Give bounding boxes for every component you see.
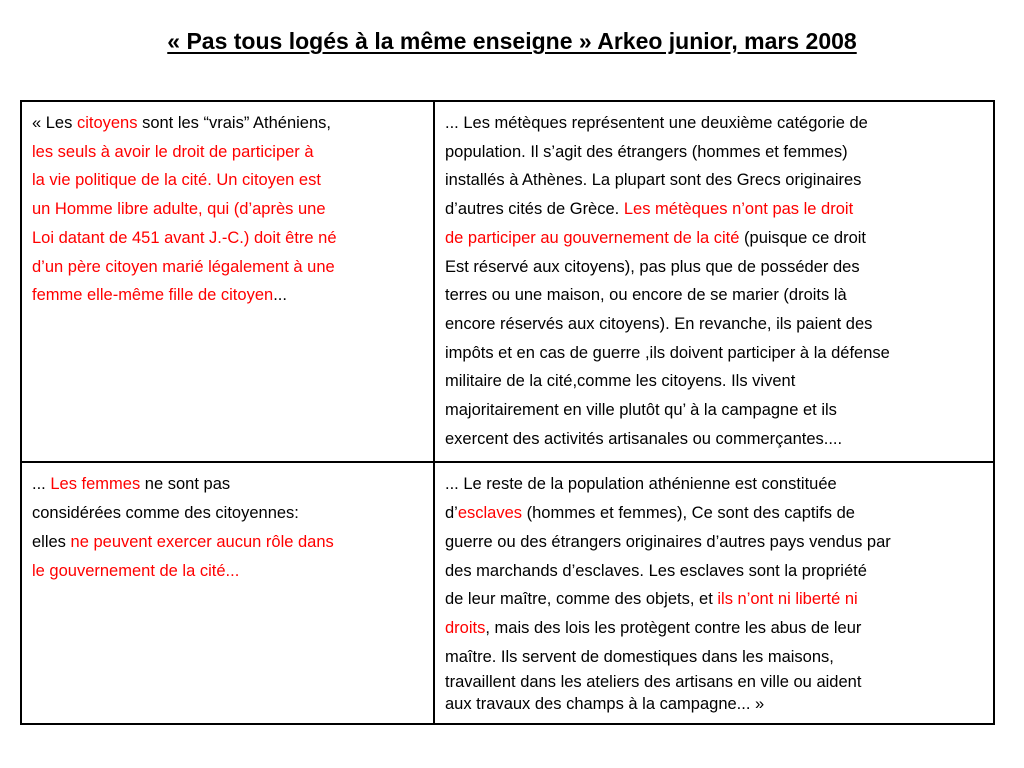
citoyens-text [32,109,423,310]
highlighted-text: esclaves [457,504,523,523]
table-row [21,462,994,724]
body-text: d’autres cités de Grèce. [445,200,624,219]
cell-esclaves [434,462,994,724]
body-text: guerre ou des étrangers originaires d’autres pays vendus par [445,532,891,551]
femmes-text [32,470,423,585]
highlighted-text: Les métèques n’ont pas le droit [623,200,854,219]
esclaves-text-end [445,671,983,715]
body-text: exercent des activités artisanales ou commerçantes.... [445,429,843,448]
table-row [21,101,994,462]
body-text: ... Le reste de la population athénienne est constituée [445,475,837,494]
highlighted-text: un Homme libre adulte, qui (d’après une [32,200,326,219]
body-text: majoritairement en ville plutôt qu’ à la campagne et ils [445,401,837,420]
esclaves-text [445,470,983,671]
body-text: ... [273,286,287,305]
body-text: maître. Ils servent de domestiques dans les maisons, [445,647,834,666]
highlighted-text: droits [445,618,486,637]
body-text: (puisque ce droit [739,228,867,247]
body-text: elles [32,532,71,551]
body-text: de leur maître, comme des objets, et [445,590,718,609]
body-text: ... Les métèques représentent une deuxième catégorie de [445,114,868,132]
body-text: Est réservé aux citoyens), pas plus que de posséder des [445,257,860,276]
body-text: encore réservés aux citoyens). En revanche, ils paient des [445,314,873,333]
highlighted-text: de participer au gouvernement de la cité [445,228,740,247]
body-text: « Les [32,114,77,132]
body-text: militaire de la cité,comme les citoyens. Ils vivent [445,372,796,391]
body-text: ne sont pas [140,475,231,494]
cell-meteques [434,101,994,462]
body-text: impôts et en cas de guerre ,ils doivent participer à la défense [445,343,890,362]
highlighted-text: Les femmes [50,475,141,494]
cell-femmes [21,462,434,724]
body-text: sont les “vrais” Athéniens, [137,114,331,132]
highlighted-text: le gouvernement de la cité... [32,561,240,580]
body-text: d’ [445,504,458,523]
body-text: aux travaux des champs à la campagne... » [445,695,765,714]
body-text: considérées comme des citoyennes: [32,504,299,523]
highlighted-text: Loi datant de 451 avant J.-C.) doit être né [32,228,337,247]
body-text: installés à Athènes. La plupart sont des Grecs originaires [445,171,862,190]
body-text: terres ou une maison, ou encore de se marier (droits là [445,286,847,305]
highlighted-text: ne peuvent exercer aucun rôle dans [70,532,334,551]
body-text: population. Il s’agit des étrangers (hommes et femmes) [445,142,848,161]
highlighted-text: d’un père citoyen marié légalement à une [32,257,335,276]
highlighted-text: la vie politique de la cité. Un citoyen est [32,171,321,190]
body-text: (hommes et femmes), Ce sont des captifs de [522,504,855,523]
highlighted-text: les seuls à avoir le droit de participer à [32,142,314,161]
body-text: travaillent dans les ateliers des artisans en ville ou aident [445,673,862,692]
highlighted-text: citoyens [76,114,138,132]
cell-citoyens [21,101,434,462]
highlighted-text: ils n’ont ni liberté ni [717,590,858,609]
body-text: , mais des lois les protègent contre les abus de leur [485,618,862,637]
highlighted-text: femme elle-même fille de citoyen [32,286,274,305]
body-text: ... [32,475,51,494]
info-table [20,100,995,725]
body-text: des marchands d’esclaves. Les esclaves sont la propriété [445,561,867,580]
page-title: « Pas tous logés à la même enseigne » Arkeo junior, mars 2008 [167,28,857,54]
meteques-text [445,109,983,453]
